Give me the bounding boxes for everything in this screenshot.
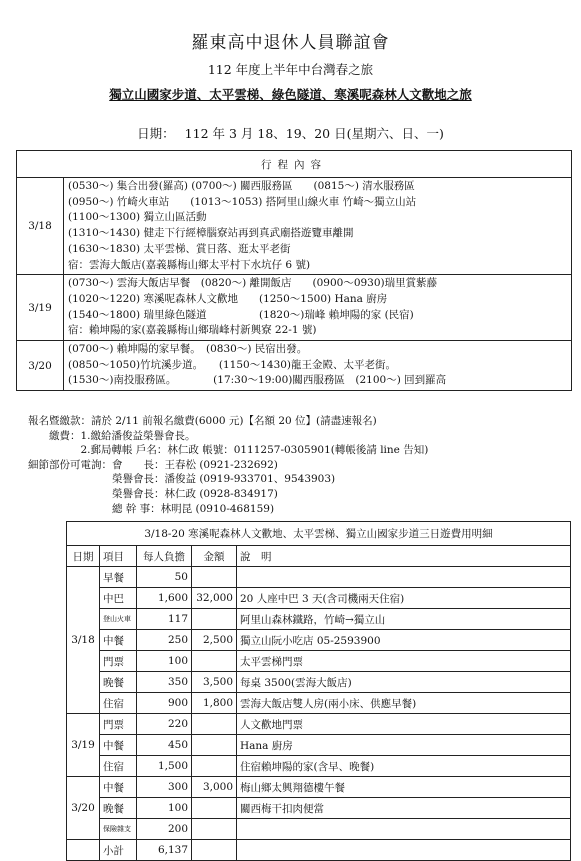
cost-note [237, 819, 571, 840]
cost-amount [192, 609, 237, 630]
itinerary-content [64, 275, 572, 341]
contact-line: 榮譽會長：林仁政 (0928-834917) [28, 487, 278, 500]
cost-amount: 3,500 [192, 672, 237, 693]
cost-per-person: 1,600 [137, 588, 192, 609]
itinerary-day-row [17, 178, 572, 275]
subtotal-amount-cell [192, 840, 237, 861]
cost-per-person: 100 [137, 651, 192, 672]
contact-line: 細節部份可電詢：會 長：王春松 (0921-232692) [28, 458, 278, 471]
itinerary-line: 宿：賴坤陽的家(嘉義縣梅山鄉瑞峰村新興寮 22-1 號) [68, 324, 317, 337]
table-row [67, 735, 571, 756]
table-row [67, 609, 571, 630]
cost-amount [192, 735, 237, 756]
subtotal-empty-cell [67, 840, 100, 861]
column-header-note: 說 明 [237, 546, 571, 567]
cost-note: 每桌 3500(雲海大飯店) [237, 672, 571, 693]
document-title: 羅東高中退休人員聯誼會 [191, 33, 390, 53]
table-row [67, 567, 571, 588]
itinerary-line: (0950～) 竹崎火車站 (1013～1053) 搭阿里山線火車 竹崎～獨立山站 [68, 195, 417, 208]
cost-note: 20 人座中巴 3 天(含司機兩天住宿) [237, 588, 571, 609]
cost-amount [192, 819, 237, 840]
itinerary-line: (0730～) 雲海大飯店早餐 (0820～) 離開飯店 (0900～0930)瑞里賞紫藤 [68, 277, 438, 290]
cost-item: 保險雜支 [100, 819, 137, 840]
itinerary-day: 3/20 [17, 341, 64, 391]
cost-item: 中餐 [100, 630, 137, 651]
cost-item: 中餐 [100, 777, 137, 798]
cost-per-person: 100 [137, 798, 192, 819]
subtotal-row [67, 840, 571, 861]
cost-header-row [67, 546, 571, 567]
table-row [67, 630, 571, 651]
itinerary-day-row [17, 341, 572, 391]
itinerary-header-row [17, 151, 572, 178]
table-row [67, 672, 571, 693]
itinerary-header: 行程內容 [17, 151, 572, 178]
cost-item: 中巴 [100, 588, 137, 609]
itinerary-line: (1630～1830) 太平雲梯、賞日落、逛太平老街 [68, 242, 291, 255]
cost-amount: 2,500 [192, 630, 237, 651]
contact-line: 榮譽會長：潘俊益 (0919-933701、9543903) [28, 473, 336, 486]
cost-note: 住宿賴坤陽的家(含早、晚餐) [237, 756, 571, 777]
cost-day: 3/20 [67, 777, 100, 840]
registration-info [28, 414, 428, 516]
cost-per-person: 450 [137, 735, 192, 756]
cost-per-person: 220 [137, 714, 192, 735]
cost-amount [192, 798, 237, 819]
cost-item: 門票 [100, 651, 137, 672]
itinerary-line: (1100～1300) 獨立山區活動 [68, 211, 207, 224]
cost-amount: 1,800 [192, 693, 237, 714]
column-header-item: 項目 [100, 546, 137, 567]
cost-item: 中餐 [100, 735, 137, 756]
cost-per-person: 350 [137, 672, 192, 693]
cost-per-person: 900 [137, 693, 192, 714]
column-header-per-person: 每人負擔 [137, 546, 192, 567]
itinerary-day-row [17, 275, 572, 341]
trip-route: 獨立山國家步道、太平雲梯、綠色隧道、寒溪呢森林人文歡地之旅 [109, 87, 472, 102]
cost-note: 梅山鄉太興翔德樓午餐 [237, 777, 571, 798]
cost-item: 門票 [100, 714, 137, 735]
trip-date [0, 124, 581, 142]
itinerary-line: (0530～) 集合出發(羅高) (0700～) 關西服務區 (0815～) 清水服務區 [68, 180, 415, 192]
date-value: 112 年 3 月 18、19、20 日(星期六、日、一) [184, 126, 444, 141]
registration-line: 報名暨繳款：請於 2/11 前報名繳費(6000 元)【名額 20 位】(請盡速報名) [28, 415, 377, 427]
table-row [67, 777, 571, 798]
itinerary-line: (1020～1220) 寒溪呢森林人文歡地 (1250～1500) Hana 廚房 [68, 292, 388, 305]
itinerary-line: (1540～1800) 瑞里綠色隧道 (1820～)瑞峰 賴坤陽的家 (民宿) [68, 308, 414, 321]
itinerary-table [16, 150, 572, 391]
date-label: 日期： [137, 126, 175, 141]
cost-amount [192, 567, 237, 588]
table-row [67, 819, 571, 840]
subtotal-value: 6,137 [137, 840, 192, 861]
registration-line: 繳費：1.繳給潘俊益榮譽會長。 [28, 429, 196, 442]
cost-note: 雲海大飯店雙人房(兩小床、供應早餐) [237, 693, 571, 714]
cost-item: 晚餐 [100, 798, 137, 819]
subtotal-label: 小計 [100, 840, 137, 861]
cost-per-person: 50 [137, 567, 192, 588]
cost-per-person: 1,500 [137, 756, 192, 777]
cost-note: 太平雲梯門票 [237, 651, 571, 672]
itinerary-line: (1310～1430) 健走下行經樟腦寮站再到真武廟搭遊覽車離開 [68, 227, 354, 240]
itinerary-line: 宿：雲海大飯店(嘉義縣梅山鄉太平村下水坑仔 6 號) [68, 258, 311, 271]
itinerary-day: 3/19 [17, 275, 64, 341]
cost-note: Hana 廚房 [237, 735, 571, 756]
cost-per-person: 200 [137, 819, 192, 840]
cost-amount [192, 714, 237, 735]
itinerary-line: (1530～)南投服務區。 (17:30～19:00)關西服務區 (2100～) 回到羅高 [68, 374, 447, 387]
subtotal-note-cell [237, 840, 571, 861]
cost-note: 人文歡地門票 [237, 714, 571, 735]
cost-per-person: 250 [137, 630, 192, 651]
table-row [67, 693, 571, 714]
cost-amount [192, 756, 237, 777]
cost-per-person: 300 [137, 777, 192, 798]
cost-item: 住宿 [100, 756, 137, 777]
table-row [67, 798, 571, 819]
cost-item: 早餐 [100, 567, 137, 588]
cost-item: 住宿 [100, 693, 137, 714]
itinerary-content [64, 341, 572, 391]
itinerary-content [64, 178, 572, 275]
itinerary-day: 3/18 [17, 178, 64, 275]
cost-per-person: 117 [137, 609, 192, 630]
contact-line: 總 幹 事：林明昆 (0910-468159) [28, 502, 275, 515]
itinerary-line: (0700～) 賴坤陽的家早餐。 (0830～) 民宿出發。 [68, 343, 308, 356]
column-header-amount: 金額 [192, 546, 237, 567]
cost-amount: 3,000 [192, 777, 237, 798]
table-row [67, 588, 571, 609]
cost-table [66, 521, 571, 861]
cost-note: 阿里山森林鐵路，竹崎→獨立山 [237, 609, 571, 630]
registration-line: 2.郵局轉帳 戶名：林仁政 帳號：0111257-0305901(轉帳後請 line 告知) [28, 444, 429, 457]
document-subtitle: 112 年度上半年中台灣春之旅 [207, 62, 374, 77]
table-row [67, 651, 571, 672]
cost-caption-row [67, 522, 571, 546]
cost-day: 3/19 [67, 714, 100, 777]
cost-item: 登山火車 [100, 609, 137, 630]
cost-note: 獨立山阮小吃店 05-2593900 [237, 630, 571, 651]
cost-amount: 32,000 [192, 588, 237, 609]
cost-table-caption: 3/18-20 寒溪呢森林人文歡地、太平雲梯、獨立山國家步道三日遊費用明細 [67, 522, 571, 546]
itinerary-line: (0850～1050)竹坑溪步道。 (1150～1430)龍王金殿、太平老街。 [68, 358, 397, 371]
cost-item: 晚餐 [100, 672, 137, 693]
cost-amount [192, 651, 237, 672]
column-header-date: 日期 [67, 546, 100, 567]
cost-note: 關西梅干扣肉便當 [237, 798, 571, 819]
table-row [67, 756, 571, 777]
cost-note [237, 567, 571, 588]
table-row [67, 714, 571, 735]
cost-day: 3/18 [67, 567, 100, 714]
